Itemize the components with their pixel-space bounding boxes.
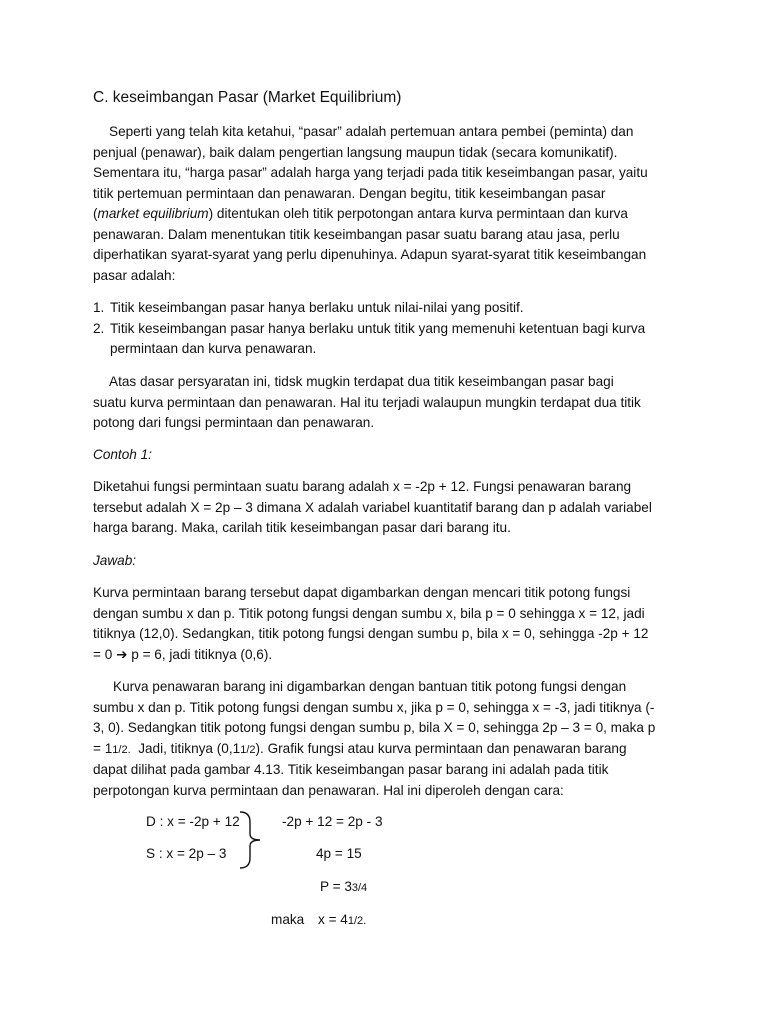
text-fragment: = 1 xyxy=(93,740,113,756)
text-line: harga barang. Maka, carilah titik keseimbangan pasar dari barang itu. xyxy=(93,520,511,535)
text-line: pasar adalah: xyxy=(93,267,176,283)
answer-paragraph-2 xyxy=(93,677,683,801)
text-fragment: ( xyxy=(93,206,98,221)
text-line: Kurva permintaan barang tersebut dapat digambarkan dengan mencari titik potong fungsi xyxy=(93,585,631,600)
list-number: 2. xyxy=(93,320,105,336)
equation-result-p xyxy=(320,879,367,894)
section-heading: C. keseimbangan Pasar (Market Equilibrium) xyxy=(93,89,402,106)
text-line: perpotongan kurva permintaan dan penawaran. Hal ini diperoleh dengan cara: xyxy=(93,782,564,798)
fraction: 1/2. xyxy=(112,743,131,756)
text-fragment: p = 6, jadi titiknya (0,6). xyxy=(131,646,273,662)
text-fragment: x = 4 xyxy=(318,912,348,927)
list-number: 1. xyxy=(93,300,105,315)
text-line xyxy=(93,739,683,761)
text-line: Atas dasar persyaratan ini, tidsk mugkin terdapat dua titik keseimbangan pasar bagi xyxy=(109,374,614,389)
text-line: titik pertemuan permintaan dan penawaran. Dengan begitu, titik keseimbangan pasar xyxy=(93,185,606,201)
equation-step-1: -2p + 12 = 2p - 3 xyxy=(282,814,383,829)
text-line: 3, 0). Sedangkan titik potong fungsi dengan sumbu p, bila X = 0, sehingga 2p – 3 = 0, maka p xyxy=(93,720,656,735)
text-line: sumbu x dan p. Titik potong fungsi dengan sumbu x, jika p = 0, sehingga x = -3, jadi titiknya (- xyxy=(93,699,655,715)
answer-label: Jawab: xyxy=(93,553,137,568)
text-line: Seperti yang telah kita ketahui, “pasar” adalah pertemuan antara pembei (peminta) dan xyxy=(109,124,634,139)
text-line: dapat dilihat pada gambar 4.13. Titik keseimbangan pasar barang ini adalah pada titik xyxy=(93,762,609,777)
intro-paragraph xyxy=(93,122,683,286)
italic-term: market equilibrium xyxy=(97,206,209,221)
list-text: permintaan dan kurva penawaran. xyxy=(110,341,317,356)
text-line: tersebut adalah X = 2p – 3 dimana X adalah variabel kuantitatif barang dan p adalah variabel xyxy=(93,499,652,515)
text-line: penawaran. Dalam menentukan titik keseimbangan pasar suatu barang atau jasa, perlu xyxy=(93,226,620,242)
text-line: potong dari fungsi permintaan dan penawaran. xyxy=(93,415,375,430)
example-label: Contoh 1: xyxy=(93,447,152,462)
paragraph-2 xyxy=(93,372,683,434)
text-line: titiknya (12,0). Sedangkan, titik potong fungsi dengan sumbu p, bila x = 0, sehingga -2p + 12 xyxy=(93,626,649,641)
supply-equation: S : x = 2p – 3 xyxy=(146,846,227,861)
example-paragraph xyxy=(93,477,683,539)
right-brace-icon xyxy=(234,808,268,872)
text-line: Sementara itu, “harga pasar” adalah harga yang terjadi pada titik keseimbangan pasar, yaitu xyxy=(93,165,648,180)
text-fragment: ) ditentukan oleh titik perpotongan antara kurva permintaan dan kurva xyxy=(208,206,628,221)
list-text: Titik keseimbangan pasar hanya berlaku untuk titik yang memenuhi ketentuan bagi kurva xyxy=(110,320,646,336)
list-item xyxy=(93,319,693,360)
demand-equation: D : x = -2p + 12 xyxy=(146,814,240,829)
text-line: penjual (penawar), baik dalam pengertian langsung maupun tidak (secara komunikatif). xyxy=(93,144,618,160)
text-line: Kurva penawaran barang ini digambarkan dengan bantuan titik potong fungsi dengan xyxy=(113,679,627,694)
text-line: dengan sumbu x dan p. Titik potong fungsi dengan sumbu x, bila p = 0 sehingga x = 12, jadi xyxy=(93,605,645,621)
arrow-icon: ➔ xyxy=(116,646,128,662)
fraction: 1/2 xyxy=(240,743,256,756)
list-item xyxy=(93,298,693,319)
requirements-list xyxy=(93,298,693,360)
text-line xyxy=(93,204,683,225)
equation-result-x xyxy=(318,912,366,927)
list-text: Titik keseimbangan pasar hanya berlaku untuk nilai-nilai yang positif. xyxy=(110,300,524,315)
answer-paragraph-1 xyxy=(93,583,683,665)
text-fragment: Jadi, titiknya (0,1 xyxy=(130,740,241,756)
text-line: suatu kurva permintaan dan penawaran. Hal itu terjadi walaupun mungkin terdapat dua titik xyxy=(93,394,641,410)
maka-label: maka xyxy=(271,912,305,927)
text-line xyxy=(93,645,683,666)
fraction: 3/4 xyxy=(351,882,368,894)
text-fragment: ). Grafik fungsi atau kurva permintaan dan penawaran barang xyxy=(255,740,627,756)
fraction: 1/2. xyxy=(347,915,367,927)
equation-step-2: 4p = 15 xyxy=(316,846,362,861)
text-fragment: = 0 xyxy=(93,646,113,662)
text-line: Diketahui fungsi permintaan suatu barang adalah x = -2p + 12. Fungsi penawaran barang xyxy=(93,479,632,494)
text-fragment: P = 3 xyxy=(320,879,352,894)
text-line: diperhatikan syarat-syarat yang perlu dipenuhinya. Adapun syarat-syarat titik keseimbangan xyxy=(93,247,647,262)
